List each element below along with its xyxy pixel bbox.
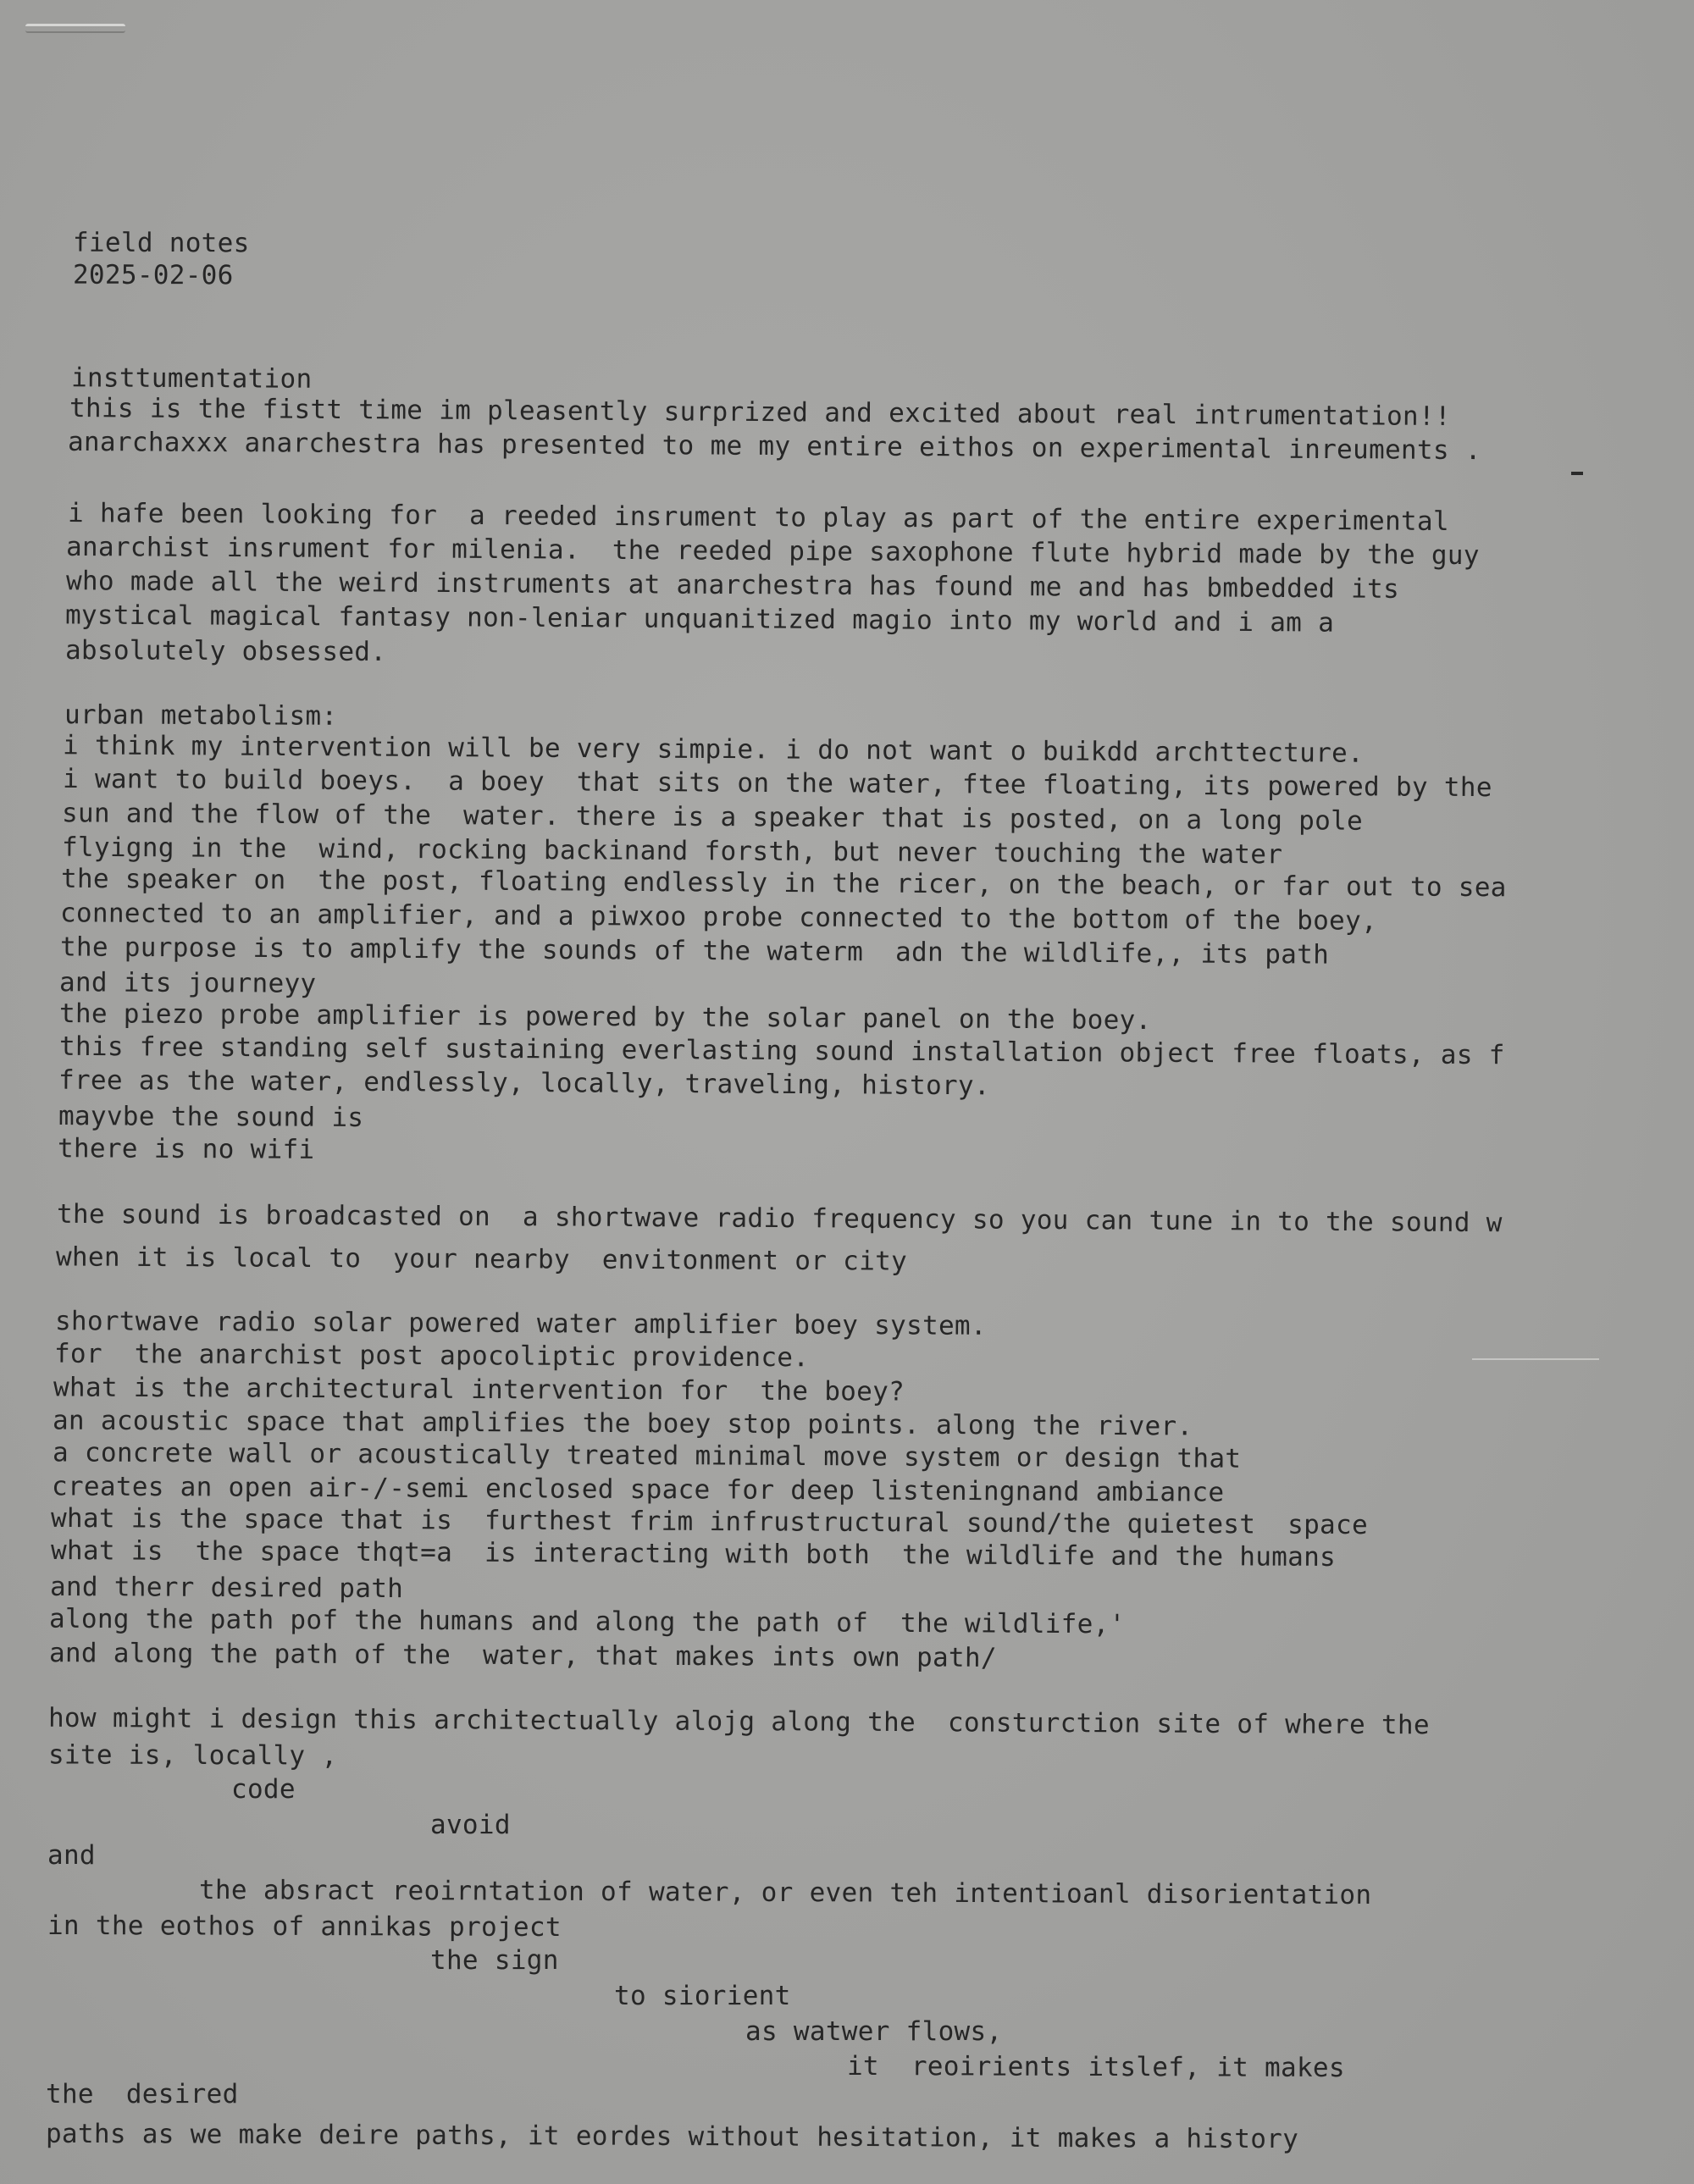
text-line: i hafe been looking for a reeded insrument to play as part of the entire experimental <box>67 498 1449 537</box>
text-line: site is, locally , <box>47 1739 338 1772</box>
text-line: connected to an amplifier, and a piwxoo probe connected to the bottom of the boey, <box>59 898 1378 937</box>
text-line: the absract reoirntation of water, or even teh intentioanl disorientation <box>198 1874 1372 1911</box>
margin-dash-mark <box>1571 472 1583 475</box>
paper-clip-mark <box>25 24 125 33</box>
text-line: sun and the flow of the water. there is a speaker that is posted, on a long pole <box>61 798 1364 837</box>
section-heading-instrumentation: insttumentation <box>70 362 313 395</box>
text-line: this free standing self sustaining everlasting sound installation object free floats, as f <box>58 1031 1505 1071</box>
text-line: who made all the weird instruments at anarchestra has found me and has bmbedded its <box>65 566 1400 605</box>
text-line: along the path pof the humans and along the path of the wildlife,' <box>48 1603 1126 1640</box>
text-line: an acoustic space that amplifies the boey stop points. along the river. <box>52 1405 1193 1442</box>
text-line: a concrete wall or acoustically treated minimal move system or design that <box>52 1437 1242 1474</box>
text-line: i think my intervention will be very simpie. i do not want o buikdd archttecture. <box>62 730 1365 769</box>
text-line: when it is local to your nearby envitonment or city <box>55 1241 908 1277</box>
text-line: the sign <box>430 1945 559 1976</box>
text-line: the purpose is to amplify the sounds of the waterm adn the wildlife,, its path <box>59 932 1330 970</box>
text-line: mayvbe the sound is <box>58 1101 364 1133</box>
text-line: there is no wifi <box>57 1133 315 1165</box>
text-line: and its journeyy <box>58 967 317 999</box>
doc-title: field notes <box>72 227 250 259</box>
text-line: the desired <box>46 2079 239 2109</box>
text-line: absolutely obsessed. <box>64 635 387 667</box>
text-line: it reoirients itslef, it makes <box>846 2050 1345 2084</box>
text-line: to siorient <box>614 1981 791 2011</box>
text-line: flyigng in the wind, rocking backinand forsth, but never touching the water <box>61 832 1283 871</box>
doc-date: 2025-02-06 <box>72 259 234 291</box>
text-line: i want to build boeys. a boey that sits on the water, ftee floating, its powered by the <box>62 763 1492 804</box>
text-line: free as the water, endlessly, locally, traveling, history. <box>58 1064 990 1102</box>
text-line: for the anarchist post apocoliptic providence. <box>53 1338 810 1374</box>
text-line: anarchist insrument for milenia. the reeded pipe saxophone flute hybrid made by the guy <box>65 531 1480 572</box>
text-line: in the eothos of annikas project <box>47 1910 562 1943</box>
text-line: anarchaxxx anarchestra has presented to me my entire eithos on experimental inreuments . <box>67 426 1481 467</box>
text-line: as watwer flows, <box>745 2016 1003 2047</box>
text-line: paths as we make deire paths, it eordes without hesitation, it makes a history <box>45 2118 1299 2155</box>
section-heading-urban-metabolism: urban metabolism: <box>64 699 338 732</box>
text-line: how might i design this architectually alojg along the consturction site of where the <box>47 1702 1430 1741</box>
text-line: code <box>231 1774 296 1805</box>
text-line: this is the fistt time im pleasently surprized and excited about real intrumentation!! <box>69 393 1451 432</box>
text-line: and therr desired path <box>49 1571 404 1605</box>
text-line: and along the path of the water, that makes ints own path/ <box>48 1638 997 1673</box>
text-line: avoid <box>430 1810 511 1840</box>
faint-rule-mark <box>1472 1358 1599 1360</box>
text-line: what is the space that is furthest frim infrustructural sound/the quietest space <box>50 1502 1369 1541</box>
text-line: the speaker on the post, floating endlessly in the ricer, on the beach, or far out to sea <box>60 863 1507 904</box>
text-line: shortwave radio solar powered water amplifier boey system. <box>54 1306 987 1341</box>
text-line: what is the space thqt=a is interacting with both the wildlife and the humans <box>50 1535 1337 1573</box>
text-line: the sound is broadcasted on a shortwave radio frequency so you can tune in to the sound w <box>56 1198 1503 1239</box>
text-line: what is the architectural intervention for the boey? <box>53 1372 905 1407</box>
text-line: and <box>47 1840 96 1871</box>
text-line: the piezo probe amplifier is powered by the solar panel on the boey. <box>58 998 1152 1036</box>
text-line: creates an open air-/-semi enclosed space for deep listeningnand ambiance <box>51 1471 1225 1508</box>
text-line: mystical magical fantasy non-leniar unquanitized magio into my world and i am a <box>64 600 1335 639</box>
